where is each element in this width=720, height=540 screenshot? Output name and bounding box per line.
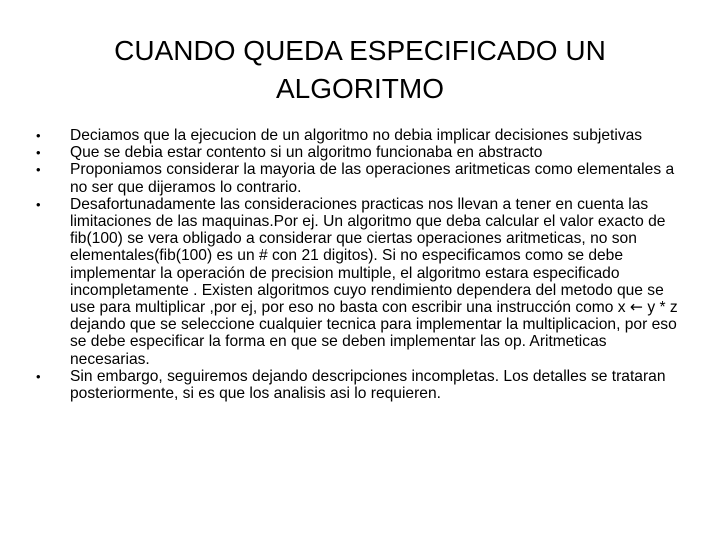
bullet-marker: • bbox=[36, 368, 41, 384]
bullet-text-after-arrow: y * z dejando que se seleccione cualquier tecnica para implementar la multiplicacion, por eso se debe especificar la forma en que se deben implementar las op. Aritmeticas necesarias. bbox=[70, 299, 678, 368]
bullet-marker: • bbox=[36, 145, 41, 161]
bullet-item-4 bbox=[36, 196, 688, 368]
bullet-marker: • bbox=[36, 196, 41, 212]
bullet-marker: • bbox=[36, 128, 41, 143]
bullet-marker: • bbox=[36, 162, 41, 178]
bullet-item-3 bbox=[36, 161, 688, 195]
bullet-text: Proponiamos considerar la mayoria de las operaciones aritmeticas como elementales a no ser que dijeramos lo contrario. bbox=[70, 161, 675, 196]
bullet-text: Sin embargo, seguiremos dejando descripciones incompletas. Los detalles se trataran posteriormente, si es que los analisis asi lo requieren. bbox=[70, 367, 666, 403]
bullet-text: Deciamos que la ejecucion de un algoritmo no debia implicar decisiones subjetivas bbox=[70, 127, 643, 144]
bullet-list bbox=[36, 127, 688, 402]
slide-title: CUANDO QUEDA ESPECIFICADO UN ALGORITMO bbox=[114, 35, 606, 104]
bullet-item-5 bbox=[36, 368, 688, 402]
bullet-item-1 bbox=[36, 127, 688, 144]
bullet-text-before-arrow: Desafortunadamente las consideraciones practicas nos llevan a tener en cuenta las limitaciones de las maquinas.Por ej. Un algoritmo que deba calcular el valor exacto de fib(100) se vera obligado a considerar que ciertas operaciones aritmeticas, no son elementales(fib(100) es un # con 21 digitos). Si no especificamos como se debe implementar la operación de precision multiple, el algoritmo estara especificado incompletamente . Existen algoritmos cuyo rendimiento dependera del metodo que se use para multiplicar ,por ej, por eso no basta con escribir una instrucción como x bbox=[70, 195, 666, 317]
bullet-item-2 bbox=[36, 144, 688, 161]
left-arrow-icon: ← bbox=[629, 298, 644, 317]
bullet-text: Que se debia estar contento si un algoritmo funcionaba en abstracto bbox=[70, 144, 543, 162]
